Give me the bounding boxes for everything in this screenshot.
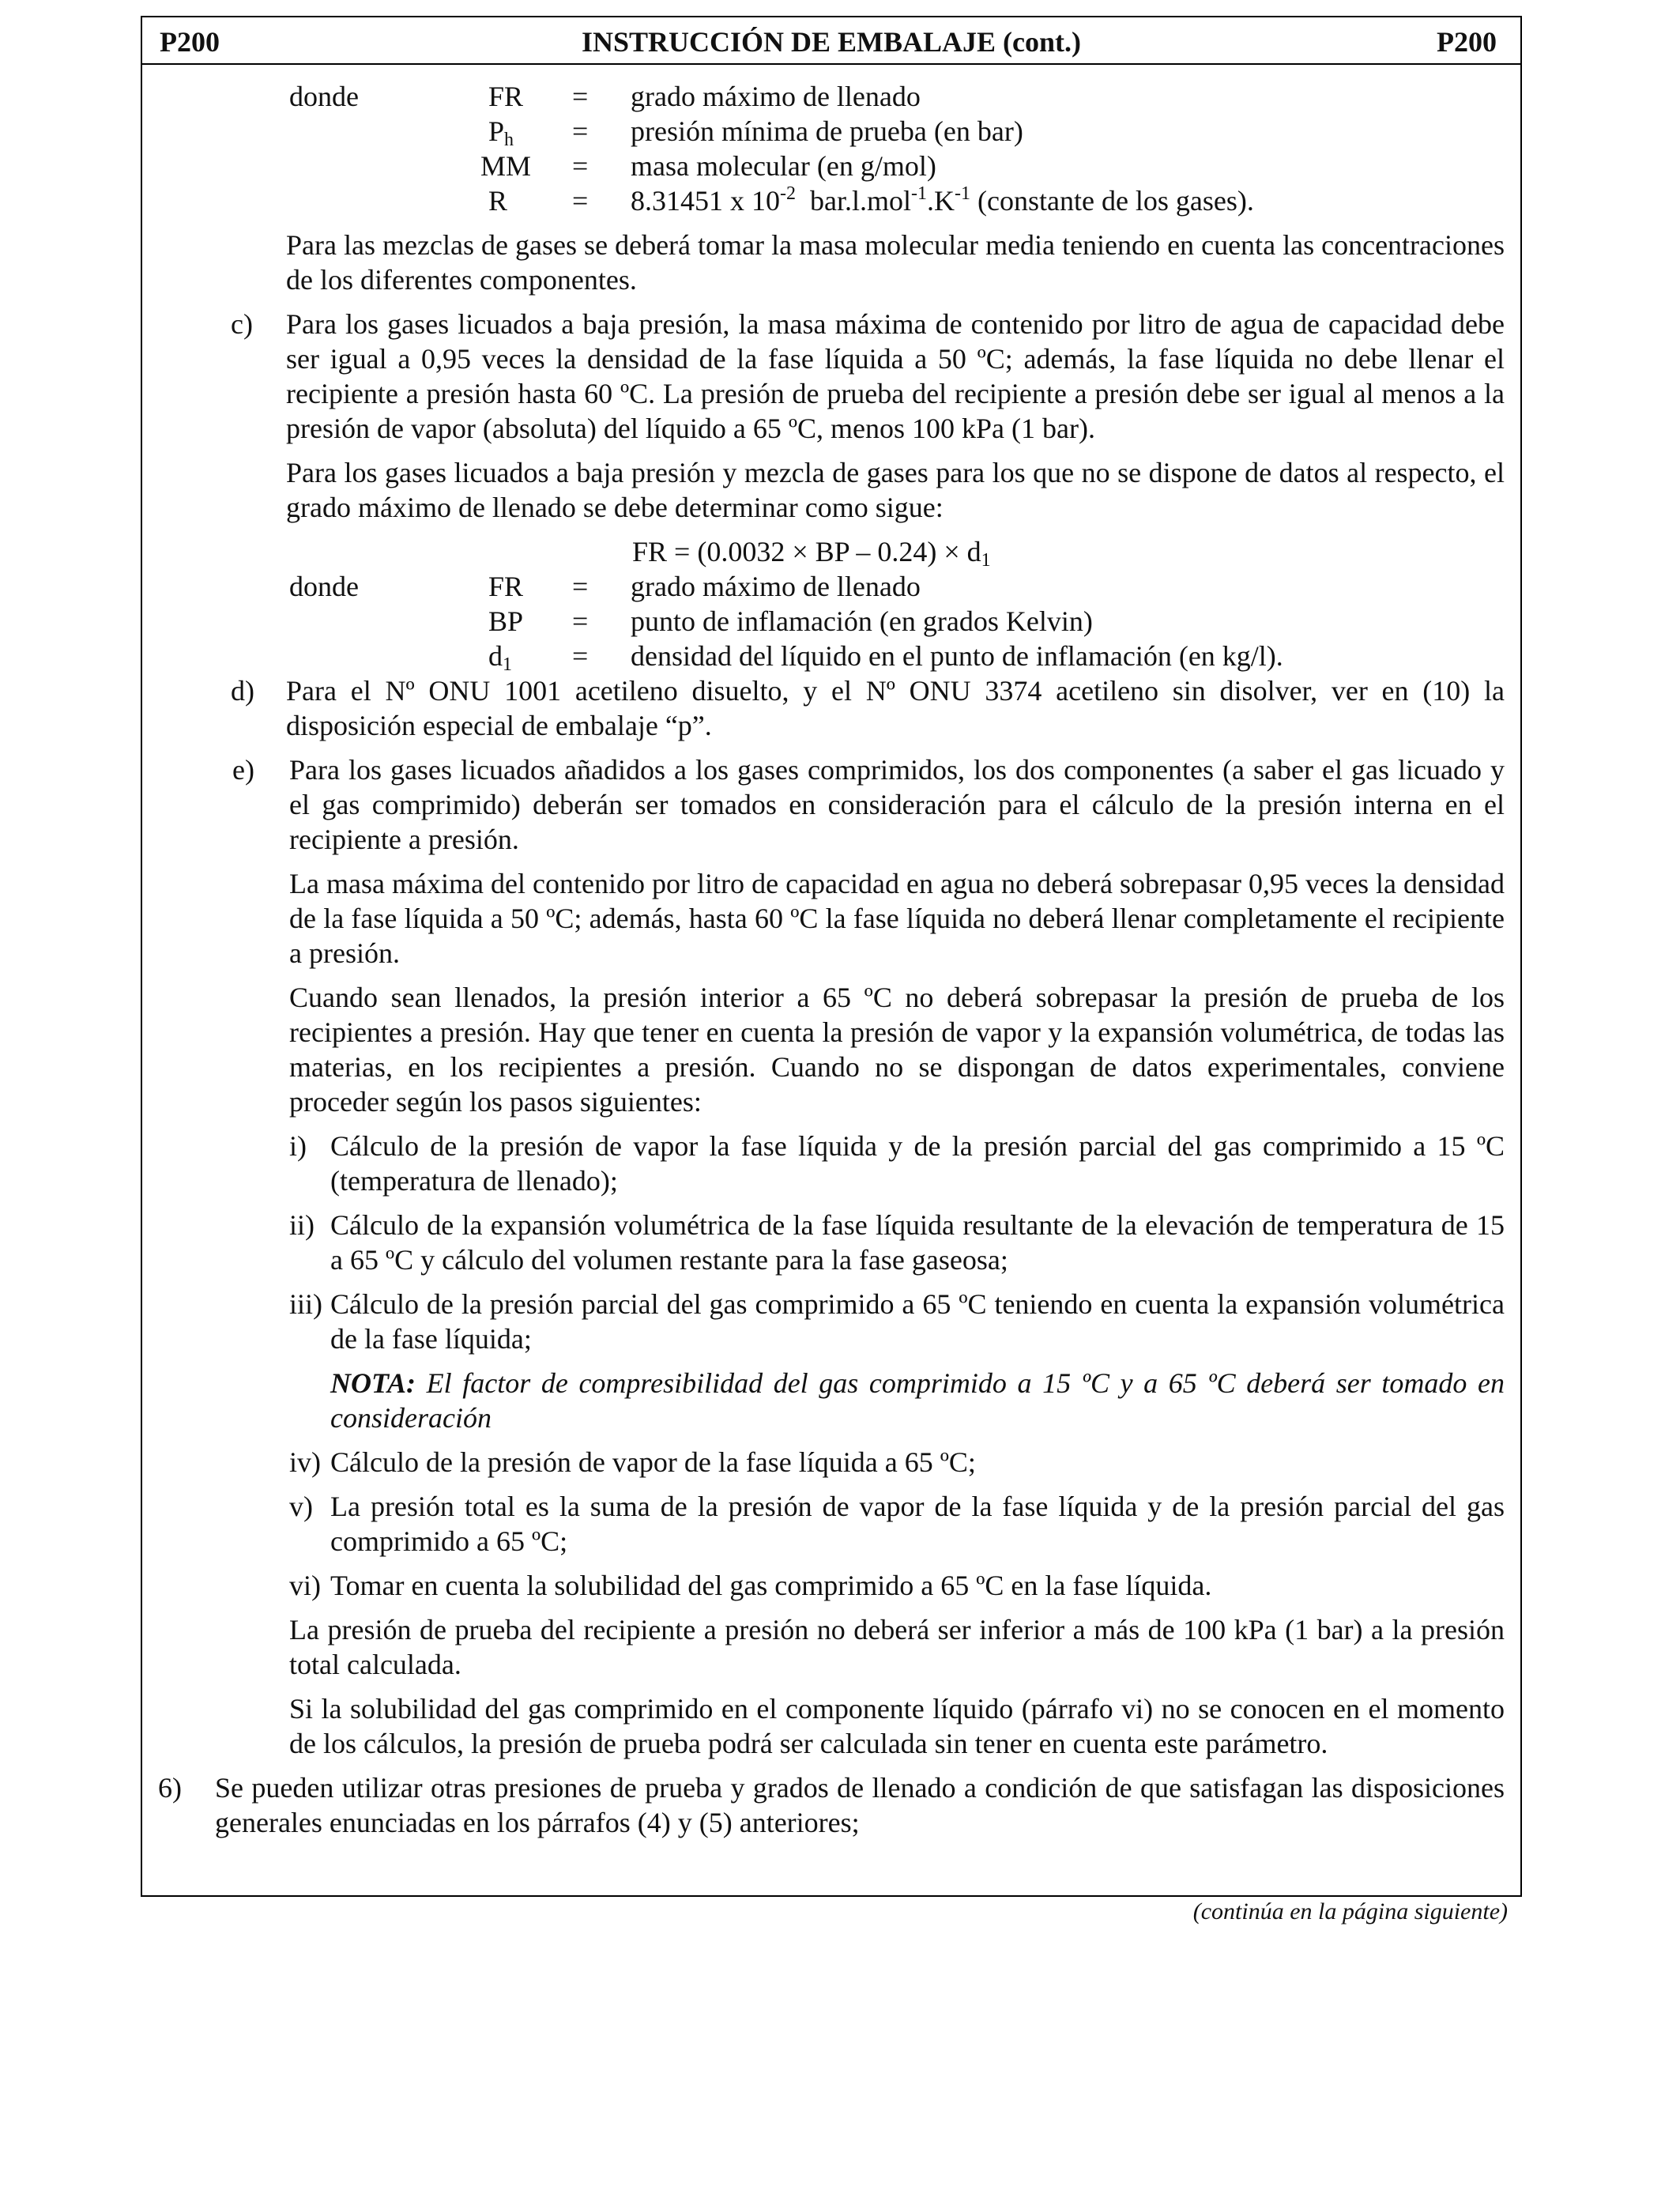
item-c-paragraph-1: Para los gases licuados a baja presión, la masa máxima de contenido por litro de agua de capacidad debe ser igual a 0,95 veces la densidad de la fase líquida a 50 ºC; además, la fase líquida no debe llenar el recipiente a presión hasta 60 ºC. La presión de prueba del recipiente a presión debe ser igual al menos a la presión de vapor (absoluta) del líquido a 65 ºC, menos 100 kPa (1 bar). xyxy=(286,308,1505,444)
exponent: -2 xyxy=(780,183,796,204)
step-item xyxy=(289,1568,1505,1603)
definition-text: densidad del líquido en el punto de inflamación (en kg/l). xyxy=(631,640,1283,672)
item-6 xyxy=(158,1770,1505,1840)
equals-sign: = xyxy=(572,605,589,637)
item-c xyxy=(231,307,1505,446)
symbol-base: d xyxy=(488,640,503,672)
definition-row xyxy=(142,149,1520,183)
equals-sign: = xyxy=(572,115,589,147)
definition-symbol: FR xyxy=(488,81,524,112)
equals-sign: = xyxy=(572,571,589,602)
unit-part: .K xyxy=(927,185,955,217)
step-label: v) xyxy=(289,1491,313,1522)
formula-subscript: 1 xyxy=(981,550,991,571)
instruction-code-left: P200 xyxy=(160,26,220,58)
symbol-subscript: 1 xyxy=(503,654,512,675)
gas-constant-value: 8.31451 x 10 xyxy=(631,185,780,217)
equals-sign: = xyxy=(572,640,589,672)
note-label: NOTA: xyxy=(330,1367,416,1399)
item-d xyxy=(231,673,1505,743)
donde-label: donde xyxy=(289,571,359,602)
gas-constant-definition xyxy=(631,183,1254,218)
step-label: i) xyxy=(289,1130,307,1162)
step-text: Cálculo de la presión parcial del gas comprimido a 65 ºC teniendo en cuenta la expansión volumétrica de la fase líquida; xyxy=(330,1288,1505,1355)
step-text: Tomar en cuenta la solubilidad del gas comprimido a 65 ºC en la fase líquida. xyxy=(330,1570,1212,1601)
definition-text: grado máximo de llenado xyxy=(631,81,921,112)
page-header xyxy=(142,17,1520,65)
item-e xyxy=(232,752,1505,857)
symbol-base: P xyxy=(488,115,505,147)
definition-symbol: MM xyxy=(480,150,532,182)
step-item xyxy=(289,1208,1505,1277)
symbol-subscript: h xyxy=(504,130,514,150)
step-item xyxy=(289,1287,1505,1356)
step-label: ii) xyxy=(289,1209,315,1241)
definition-row xyxy=(142,183,1520,218)
definition-row xyxy=(142,79,1520,114)
step-text: La presión total es la suma de la presión de vapor de la fase líquida y de la presión parcial del gas comprimido a 65 ºC; xyxy=(330,1491,1505,1557)
equals-sign: = xyxy=(572,185,589,217)
item-label: 6) xyxy=(158,1772,182,1804)
fill-ratio-formula xyxy=(632,534,1520,569)
definition-symbol: BP xyxy=(488,605,524,637)
item-e-paragraph-3: Cuando sean llenados, la presión interior a 65 ºC no deberá sobrepasar la presión de prueba de los recipientes a presión. Hay que tener en cuenta la presión de vapor y la expansión volumétrica, de todas las materias, en los recipientes a presión. Cuando no se dispongan de datos experimentales, conviene proceder según los pasos siguientes: xyxy=(289,982,1505,1118)
item-e-paragraph-5: Si la solubilidad del gas comprimido en el componente líquido (párrafo vi) no se conocen en el momento de los cálculos, la presión de prueba podrá ser calculada sin tener en cuenta este parámetro. xyxy=(289,1693,1505,1759)
step-label: iv) xyxy=(289,1446,321,1478)
note-text: El factor de compresibilidad del gas comprimido a 15 ºC y a 65 ºC deberá ser tomado en consideración xyxy=(330,1367,1505,1434)
item-d-text: Para el Nº ONU 1001 acetileno disuelto, y el Nº ONU 3374 acetileno sin disolver, ver en (10) la disposición especial de embalaje “p”. xyxy=(286,675,1505,741)
note-paragraph xyxy=(330,1366,1505,1435)
definition-symbol xyxy=(488,114,514,149)
definition-row xyxy=(142,569,1520,604)
instruction-body xyxy=(142,79,1520,1840)
donde-label: donde xyxy=(289,81,359,112)
definition-text: presión mínima de prueba (en bar) xyxy=(631,115,1023,147)
definition-row xyxy=(142,639,1520,673)
continued-note: (continúa en la página siguiente) xyxy=(1192,1898,1508,1924)
item-c-paragraph-2: Para los gases licuados a baja presión y mezcla de gases para los que no se dispone de datos al respecto, el grado máximo de llenado se debe determinar como sigue: xyxy=(286,457,1505,523)
definition-symbol: FR xyxy=(488,571,524,602)
item-label: d) xyxy=(231,675,254,707)
instruction-code-right: P200 xyxy=(1437,26,1497,58)
equals-sign: = xyxy=(572,150,589,182)
step-label: iii) xyxy=(289,1288,322,1320)
packing-instruction-frame xyxy=(141,16,1522,1897)
equals-sign: = xyxy=(572,81,589,112)
exponent: -1 xyxy=(955,183,970,204)
item-e-paragraph-2: La masa máxima del contenido por litro de capacidad en agua no deberá sobrepasar 0,95 veces la densidad de la fase líquida a 50 ºC; además, hasta 60 ºC la fase líquida no deberá llenar completamente el recipiente a presión. xyxy=(289,868,1505,969)
step-text: Cálculo de la presión de vapor de la fase líquida a 65 ºC; xyxy=(330,1446,976,1478)
step-label: vi) xyxy=(289,1570,321,1601)
definition-row xyxy=(142,114,1520,149)
definition-symbol xyxy=(488,639,512,673)
step-text: Cálculo de la expansión volumétrica de la fase líquida resultante de la elevación de temperatura de 15 a 65 ºC y cálculo del volumen restante para la fase gaseosa; xyxy=(330,1209,1505,1276)
item-e-paragraph-4: La presión de prueba del recipiente a presión no deberá ser inferior a más de 100 kPa (1 bar) a la presión total calculada. xyxy=(289,1614,1505,1680)
definition-symbol: R xyxy=(488,185,508,217)
unit-part: (constante de los gases). xyxy=(970,185,1254,217)
step-text: Cálculo de la presión de vapor la fase líquida y de la presión parcial del gas comprimido a 15 ºC (temperatura de llenado); xyxy=(330,1130,1505,1197)
definition-text: masa molecular (en g/mol) xyxy=(631,150,936,182)
definition-row xyxy=(142,604,1520,639)
item-6-text: Se pueden utilizar otras presiones de prueba y grados de llenado a condición de que satisfagan las disposiciones generales enunciadas en los párrafos (4) y (5) anteriores; xyxy=(215,1772,1505,1838)
definition-text: punto de inflamación (en grados Kelvin) xyxy=(631,605,1093,637)
item-e-paragraph-1: Para los gases licuados añadidos a los gases comprimidos, los dos componentes (a saber el gas licuado y el gas comprimido) deberán ser tomados en consideración para el cálculo de la presión interna en el recipiente a presión. xyxy=(289,754,1505,855)
mixtures-paragraph: Para las mezclas de gases se deberá tomar la masa molecular media teniendo en cuenta las concentraciones de los diferentes componentes. xyxy=(286,229,1505,296)
exponent: -1 xyxy=(911,183,927,204)
page-title: INSTRUCCIÓN DE EMBALAJE (cont.) xyxy=(581,26,1082,58)
unit-part: bar.l.mol xyxy=(796,185,911,217)
item-label: c) xyxy=(231,308,253,340)
item-label: e) xyxy=(232,754,254,786)
definition-text: grado máximo de llenado xyxy=(631,571,921,602)
formula-text: FR = (0.0032 × BP – 0.24) × d xyxy=(632,536,981,567)
step-item xyxy=(289,1129,1505,1198)
step-item xyxy=(289,1489,1505,1559)
step-item xyxy=(289,1445,1505,1480)
